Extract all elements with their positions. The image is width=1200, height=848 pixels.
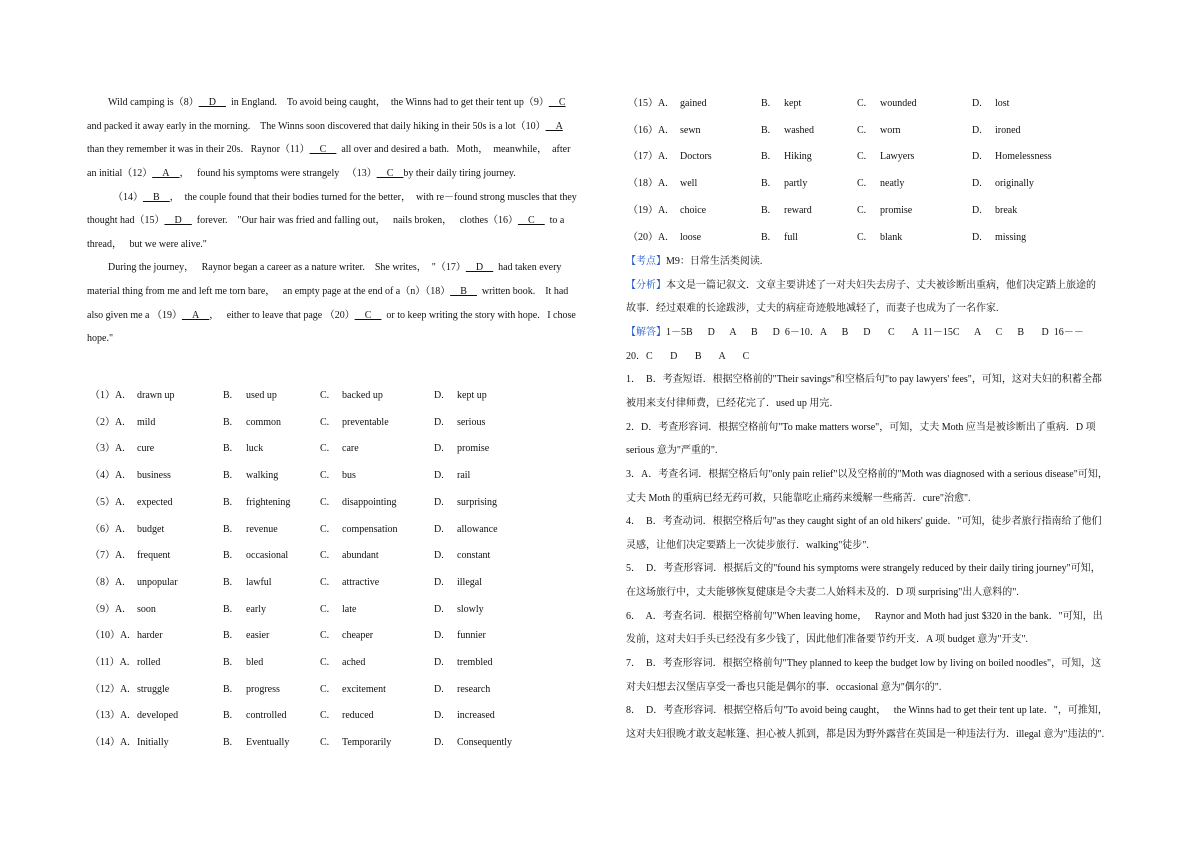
option-text: Lawyers (880, 151, 915, 163)
passage-line (108, 262, 561, 274)
option-text: frightening (246, 496, 291, 508)
explanation-text: 丈夫 Moth 的重病已经无药可救，只能靠吃止痛药来缓解一些痛苦．cure"治愈". (626, 492, 971, 504)
answer-blank: __A__ (152, 168, 180, 179)
passage-text: ， the couple found that their bodies turned for the better， with re－found strong muscles that they (169, 192, 577, 203)
explanation-line (626, 398, 839, 410)
option-label: （6）A. (90, 523, 125, 535)
section-tag: 【考点】 (626, 256, 666, 267)
explanation-line (626, 422, 1096, 434)
passage-text: thread， but we were alive." (87, 239, 207, 250)
explanation-text: 7． B．考查形容词．根据空格前句"They planned to keep the budget low by living on boiled noodles"，可知，这 (626, 658, 1102, 670)
passage-line (87, 286, 568, 298)
explanation-line (626, 587, 1019, 599)
option-label: B. (223, 683, 233, 695)
explanation-text: 本文是一篇记叙文．文章主要讲述了一对夫妇失去房子、丈夫被诊断出重病，他们决定踏上旅途的 (666, 279, 1096, 291)
option-text: worn (880, 124, 901, 136)
option-text: attractive (342, 576, 380, 588)
explanation-line (626, 351, 749, 363)
explanation-text: 2．D．考查形容词．根据空格前句"To make matters worse"，可知，丈夫 Moth 应当是被诊断出了重病．D 项 (626, 421, 1096, 433)
option-label: （17）A. (628, 151, 668, 163)
option-text: ached (342, 657, 366, 668)
option-label: B. (761, 124, 771, 136)
option-label: （12）A. (90, 683, 130, 695)
answer-blank: __C__ (517, 215, 545, 226)
passage-line (87, 239, 207, 251)
passage-text: During the journey， Raynor began a career as a nature writer. She writes， "（17） (108, 262, 466, 273)
option-text: slowly (457, 603, 484, 615)
option-text: drawn up (137, 390, 175, 401)
option-text: choice (680, 204, 707, 216)
option-label: C. (320, 390, 330, 401)
option-label: D. (434, 576, 444, 588)
answer-blank: __C (548, 97, 566, 108)
option-text: promise (457, 443, 490, 455)
option-text: Consequently (457, 737, 512, 749)
explanation-line (626, 658, 1101, 670)
option-label: （2）A. (90, 416, 125, 428)
option-text: progress (246, 683, 280, 695)
option-text: mild (137, 416, 156, 428)
explanation-line (626, 682, 941, 694)
option-label: （4）A. (90, 470, 125, 482)
explanation-line (626, 729, 1104, 741)
option-label: B. (223, 390, 233, 401)
answer-blank: __D__ (198, 97, 226, 108)
option-text: missing (995, 231, 1027, 243)
option-text: gained (680, 98, 707, 109)
explanation-line (626, 493, 971, 505)
option-label: D. (434, 683, 444, 695)
option-label: C. (320, 657, 330, 668)
explanation-text: 20．C D B A C (626, 350, 750, 362)
option-label: D. (434, 390, 444, 401)
option-text: business (137, 470, 171, 482)
passage-text: and packed it away early in the morning. The Winns soon discovered that daily hiking in their 50s is a lot（10） (87, 121, 546, 132)
option-text: blank (880, 231, 903, 243)
explanation-line (626, 327, 1084, 339)
option-text: cure (137, 443, 155, 455)
option-text: research (457, 683, 491, 695)
option-label: B. (761, 98, 771, 109)
option-label: D. (434, 710, 444, 722)
option-text: Hiking (784, 151, 812, 163)
option-label: D. (434, 603, 444, 615)
passage-text: hope." (87, 333, 114, 344)
option-label: （3）A. (90, 443, 125, 455)
option-label: B. (223, 603, 233, 615)
option-label: （18）A. (628, 178, 668, 190)
option-text: sewn (680, 124, 701, 136)
option-text: common (246, 416, 281, 428)
option-text: bled (246, 657, 264, 668)
passage-text: or to keep writing the story with hope. I chose (381, 310, 576, 321)
passage-line (87, 121, 563, 133)
option-text: unpopular (137, 576, 178, 588)
option-text: occasional (246, 550, 289, 562)
explanation-text: 1． B．考查短语．根据空格前的"Their savings"和空格后句"to pay lawyers' fees"，可知，这对夫妇的积蓄全都 (626, 374, 1102, 386)
option-text: trembled (457, 657, 493, 668)
passage-text: than they remember it was in their 20s. Raynor（11） (87, 144, 310, 155)
option-label: B. (223, 630, 233, 642)
option-text: washed (784, 124, 814, 136)
option-label: （16）A. (628, 124, 668, 136)
explanation-text: 1－5B D A B D 6－10．A B D C A 11－15C A C B D 16－－ (666, 326, 1084, 338)
option-text: constant (457, 550, 491, 562)
answer-blank: __B__ (143, 192, 170, 203)
passage-line (108, 192, 577, 204)
passage-line (87, 310, 576, 322)
explanation-text: 8． D．考查形容词．根据空格后句"To avoid being caught， the Winns had to get their tent up late．"，可推知， (626, 705, 1108, 717)
answer-blank: __A (545, 121, 563, 132)
option-text: abundant (342, 550, 379, 562)
passage-text: ， found his symptoms were strangely （13） (179, 168, 377, 179)
option-label: B. (223, 576, 233, 588)
option-label: C. (320, 416, 330, 428)
option-label: C. (320, 737, 330, 749)
option-text: used up (246, 390, 277, 401)
option-label: B. (761, 204, 771, 216)
option-text: kept up (457, 390, 487, 401)
option-label: B. (223, 496, 233, 508)
explanation-text: 灵感，让他们决定要踏上一次徒步旅行．walking"徒步". (626, 539, 869, 551)
explanation-line (626, 634, 1028, 646)
answer-blank: __C__ (354, 310, 382, 321)
option-label: C. (857, 231, 867, 243)
option-label: D. (434, 443, 444, 455)
option-label: B. (223, 657, 233, 668)
option-text: harder (137, 630, 163, 642)
passage-text: ， either to leave that page （20） (209, 310, 355, 321)
passage-text: forever. "Our hair was fried and falling out， nails broken， clothes（16） (191, 215, 518, 226)
option-label: （13）A. (90, 710, 130, 722)
option-text: loose (680, 231, 702, 243)
option-text: late (342, 603, 357, 615)
option-text: promise (880, 204, 913, 216)
option-text: bus (342, 470, 356, 482)
option-label: B. (761, 151, 771, 163)
option-label: C. (320, 496, 330, 508)
passage-text: to a (544, 215, 565, 226)
option-text: Homelessness (995, 151, 1052, 163)
option-text: neatly (880, 178, 905, 190)
option-label: B. (223, 737, 233, 749)
option-label: B. (223, 710, 233, 722)
explanation-text: 故事．经过艰难的长途跋涉，丈夫的病症奇迹般地减轻了，而妻子也成为了一名作家. (626, 303, 999, 315)
option-text: developed (137, 710, 179, 722)
option-text: Eventually (246, 737, 290, 749)
option-label: （1）A. (90, 390, 125, 401)
option-text: backed up (342, 390, 383, 401)
option-text: serious (457, 416, 486, 428)
option-label: C. (320, 523, 330, 535)
explanation-line (626, 303, 999, 315)
option-text: Temporarily (342, 737, 392, 749)
passage-text: thought had（15） (87, 215, 165, 226)
option-text: ironed (995, 124, 1021, 136)
passage-line (87, 168, 516, 180)
option-text: well (680, 178, 698, 190)
answer-blank: __C__ (376, 168, 404, 179)
option-label: C. (320, 470, 330, 482)
option-label: （5）A. (90, 496, 125, 508)
option-text: originally (995, 178, 1034, 190)
option-label: D. (972, 151, 982, 163)
option-text: preventable (342, 416, 389, 428)
option-label: （7）A. (90, 550, 125, 562)
option-label: B. (223, 443, 233, 455)
explanation-text: 3．A．考查名词．根据空格后句"only pain relief"以及空格前的"Moth was diagnosed with a serious disease"可知， (626, 468, 1108, 480)
passage-line (108, 97, 566, 109)
option-text: increased (457, 710, 495, 722)
passage-text: all over and desired a bath. Moth， meanwhile， after (336, 144, 571, 155)
option-label: D. (972, 178, 982, 190)
option-label: C. (320, 576, 330, 588)
option-label: （14）A. (90, 737, 130, 749)
answer-blank: __A__ (181, 310, 210, 321)
option-label: B. (223, 550, 233, 562)
option-label: D. (972, 231, 982, 243)
answer-blank: __C__ (309, 144, 337, 155)
explanation-line (626, 445, 718, 457)
explanation-line (626, 374, 1102, 386)
option-label: B. (223, 416, 233, 428)
option-label: （15）A. (628, 98, 668, 109)
explanation-text: serious 意为"严重的". (626, 445, 718, 457)
option-text: illegal (457, 576, 482, 588)
explanation-text: 这对夫妇很晚才敢支起帐篷、担心被人抓到，都是因为野外露营在英国是一种违法行为．illegal 意为"违法的". (626, 729, 1105, 740)
option-text: reduced (342, 710, 374, 722)
option-label: D. (434, 737, 444, 749)
option-label: C. (320, 710, 330, 722)
option-label: D. (434, 630, 444, 642)
passage-text: material thing from me and left me torn bare， an empty page at the end of a（n）（18） (87, 286, 451, 297)
option-text: excitement (342, 683, 386, 695)
option-text: Doctors (680, 151, 712, 163)
passage-text: an initial（12） (87, 168, 153, 179)
explanation-line (626, 611, 1103, 623)
option-text: budget (137, 523, 165, 535)
option-label: B. (761, 231, 771, 243)
option-label: C. (857, 178, 867, 190)
option-label: C. (857, 124, 867, 136)
option-text: lost (995, 98, 1010, 109)
passage-line (87, 144, 570, 156)
answer-blank: __B__ (450, 286, 477, 297)
answer-blank: __D__ (465, 262, 494, 273)
option-text: reward (784, 204, 812, 216)
option-label: D. (434, 550, 444, 562)
explanation-text: 6． A．考查名词．根据空格前句"When leaving home， Raynor and Moth had just $320 in the bank．"可知，出 (626, 610, 1103, 622)
option-text: wounded (880, 98, 917, 109)
explanation-line (626, 280, 1096, 292)
option-label: D. (972, 204, 982, 216)
option-text: rolled (137, 657, 161, 668)
option-text: allowance (457, 523, 498, 535)
option-text: controlled (246, 710, 287, 722)
option-text: surprising (457, 496, 497, 508)
option-label: （11）A. (90, 657, 130, 668)
option-label: C. (320, 630, 330, 642)
option-text: lawful (246, 576, 272, 588)
option-text: care (342, 443, 359, 455)
option-text: kept (784, 98, 802, 109)
option-text: luck (246, 443, 264, 455)
option-label: （20）A. (628, 231, 668, 243)
explanation-text: 被用来支付律师费，已经花完了．used up 用完． (626, 397, 840, 409)
option-label: C. (857, 151, 867, 163)
option-label: D. (434, 657, 444, 668)
option-label: C. (320, 683, 330, 695)
passage-text: also given me a （19） (87, 310, 182, 321)
explanation-line (626, 705, 1108, 717)
option-label: B. (223, 523, 233, 535)
option-text: break (995, 204, 1018, 216)
option-text: struggle (137, 683, 170, 695)
option-label: D. (972, 98, 982, 109)
passage-text: in England. To avoid being caught， the Winns had to get their tent up（9） (225, 97, 549, 108)
passage-text: Wild camping is（8） (108, 97, 199, 108)
passage-line (87, 215, 564, 227)
passage-text: （14） (108, 192, 143, 203)
option-label: （19）A. (628, 204, 668, 216)
explanation-text: 对夫妇想去汉堡店享受一番也只能是偶尔的事．occasional 意为"偶尔的". (626, 681, 942, 693)
option-text: partly (784, 178, 808, 190)
section-tag: 【分析】 (626, 279, 666, 291)
option-label: （9）A. (90, 603, 125, 615)
explanation-line (626, 516, 1102, 528)
explanation-text: 在这场旅行中，丈夫能够恢复健康是令夫妻二人始料未及的．D 项 surprising"出人意料的". (626, 587, 1019, 599)
explanation-text: M9：日常生活类阅读. (666, 256, 763, 267)
option-text: early (246, 603, 266, 615)
passage-text: by their daily tiring journey. (403, 168, 516, 179)
passage-text: had taken every (493, 262, 562, 273)
option-label: B. (761, 178, 771, 190)
explanation-line (626, 256, 762, 268)
option-label: （8）A. (90, 576, 125, 588)
option-label: C. (320, 603, 330, 615)
option-text: full (784, 231, 798, 243)
option-label: （10）A. (90, 630, 130, 642)
option-label: C. (320, 550, 330, 562)
option-text: cheaper (342, 630, 374, 642)
explanation-line (626, 540, 869, 552)
passage-text: written book. It had (476, 286, 569, 297)
option-label: B. (223, 470, 233, 482)
option-text: expected (137, 496, 173, 508)
option-text: funnier (457, 630, 486, 642)
option-label: D. (434, 416, 444, 428)
option-label: C. (857, 204, 867, 216)
option-text: revenue (246, 523, 278, 535)
explanation-text: 发前，这对夫妇手头已经没有多少钱了，因此他们准备要节约开支．A 项 budget 意为"开支". (626, 634, 1029, 646)
option-text: frequent (137, 550, 171, 562)
explanation-line (626, 469, 1108, 481)
answer-blank: __D__ (164, 215, 192, 226)
section-tag: 【解答】 (626, 326, 666, 338)
option-label: C. (320, 443, 330, 455)
option-text: soon (137, 603, 156, 615)
option-text: rail (457, 470, 471, 482)
option-text: disappointing (342, 496, 397, 508)
option-label: D. (434, 496, 444, 508)
option-text: easier (246, 630, 270, 642)
option-label: D. (434, 470, 444, 482)
explanation-text: 4． B．考查动词．根据空格后句"as they caught sight of an old hikers' guide．"可知，徒步者旅行指南给了他们 (626, 516, 1102, 528)
passage-line (87, 333, 113, 345)
explanation-line (626, 563, 1101, 575)
option-text: walking (246, 470, 279, 482)
option-text: compensation (342, 523, 398, 535)
explanation-text: 5． D．考查形容词．根据后文的"found his symptoms were strangely reduced by their daily tiring journey"可知， (626, 563, 1101, 575)
option-label: D. (972, 124, 982, 136)
option-label: C. (857, 98, 867, 109)
option-label: D. (434, 523, 444, 535)
option-text: Initially (137, 737, 169, 749)
